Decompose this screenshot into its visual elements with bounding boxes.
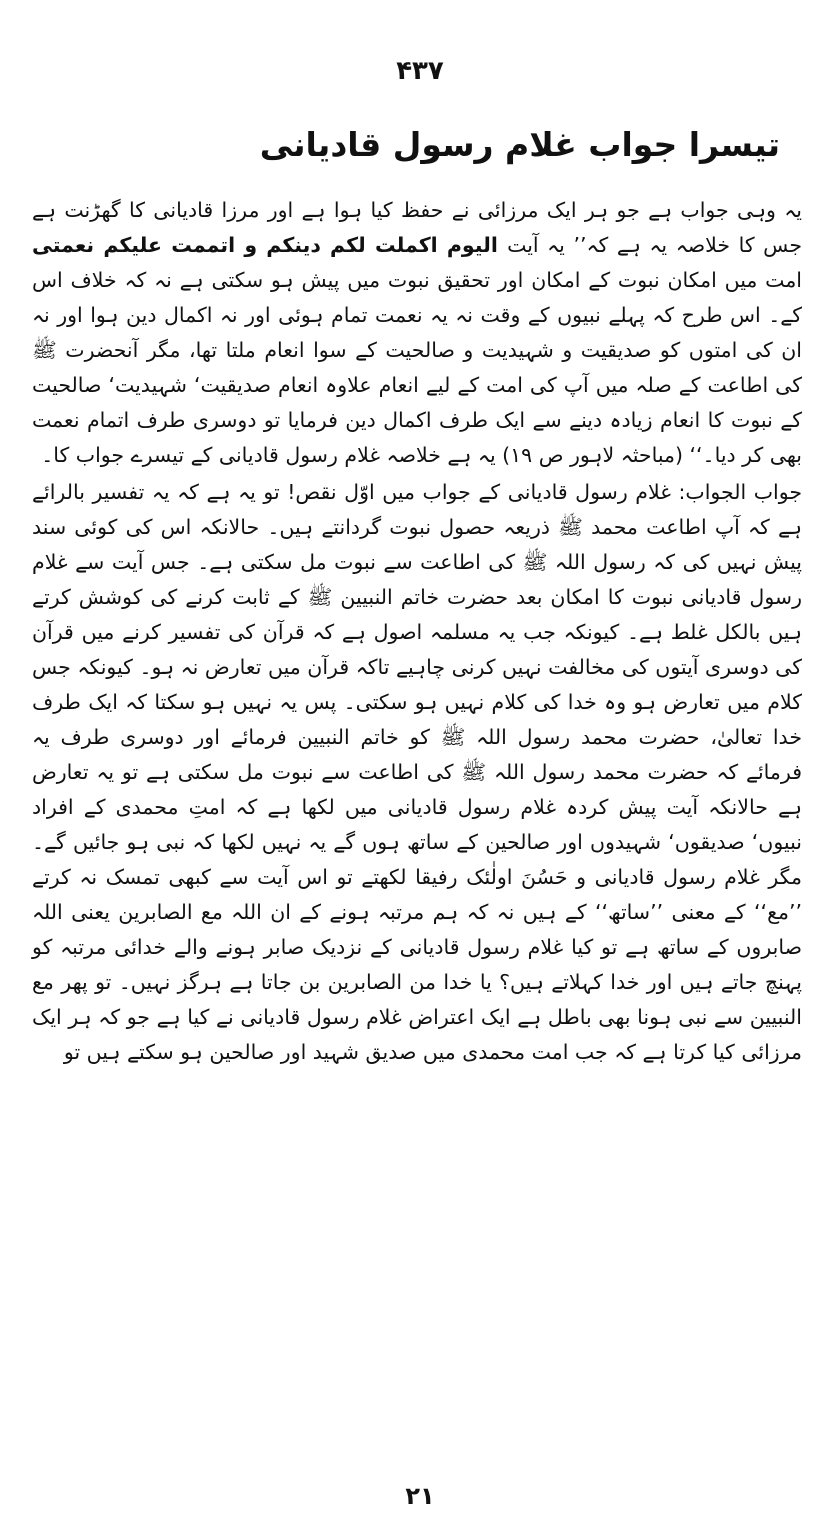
- paragraph-rebuttal: جواب الجواب: غلام رسول قادیانی کے جواب میں اوّل نقص! تو یہ ہے کہ یہ تفسیر بالرائے ہے کہ آپ اطاعت محمد ﷺ ذریعہ حصول نبوت گردانتے ہیں۔ حالانکہ اس کی کوئی سند پیش نہیں کی کہ رسول اللہ ﷺ کی اطاعت سے نبوت مل سکتی ہے۔ جس آیت سے غلام رسول قادیانی نبوت کا امکان بعد حضرت خاتم النبیین ﷺ کے ثابت کرنے کی کوشش کرتے ہیں بالکل غلط ہے۔ کیونکہ جب یہ مسلمہ اصول ہے کہ قرآن کی تفسیر کرنے میں قرآن کی دوسری آیتوں کی مخالفت نہیں کرنی چاہیے تاکہ قرآن میں تعارض نہ ہو۔ کیونکہ جس کلام میں تعارض ہو وہ خدا کی کلام نہیں ہو سکتی۔ پس یہ نہیں ہو سکتا کہ ایک طرف خدا تعالیٰ، حضرت محمد رسول اللہ ﷺ کو خاتم النبیین فرمائے اور دوسری طرف یہ فرمائے کہ حضرت محمد رسول اللہ ﷺ کی اطاعت سے نبوت مل سکتی ہے تو یہ تعارض ہے حالانکہ آیت پیش کردہ غلام رسول قادیانی میں لکھا ہے کہ امتِ محمدی کے افراد نبیوں‘ صدیقوں‘ شہیدوں اور صالحین کے ساتھ ہوں گے یہ نہیں لکھا کہ نبی ہو جائیں گے۔ مگر غلام رسول قادیانی و حَسُنَ اولٰئک رفیقا لکھتے تو اس آیت سے کبھی تمسک نہ کرتے ’’مع‘‘ کے معنی ’’ساتھ‘‘ کے ہیں نہ کہ ہم مرتبہ ہونے کے ان اللہ مع الصابرین یعنی اللہ صابروں کے ساتھ ہے تو کیا غلام رسول قادیانی کے نزدیک صابر ہونے والے خدائی مرتبہ کو پہنچ جاتے ہیں اور خدا کہلاتے ہیں؟ یا خدا من الصابرین بن جاتا ہے ہرگز نہیں۔ تو پھر مع النبیین سے نبی ہونا بھی باطل ہے ایک اعتراض غلام رسول قادیانی نے کیا ہے جو کہ ہر ایک مرزائی کیا کرتا ہے کہ جب امت محمدی میں صدیق شہید اور صالحین ہو سکتے ہیں تو: [32, 480, 802, 1064]
- section-heading: تیسرا جواب غلام رسول قادیانی: [259, 125, 780, 164]
- page-number: ۴۳۷: [396, 56, 444, 86]
- paragraph-summary-intro: یہ وہی جواب ہے جو ہر ایک مرزائی نے حفظ کیا ہوا ہے اور مرزا قادیانی کا گھڑنت ہے جس کا خلاصہ یہ ہے کہ’’ یہ آیت: [32, 198, 802, 257]
- quranic-verse-quote: الیوم اکملت لکم دینکم و اتممت علیکم نعمتی: [32, 233, 508, 257]
- body-text: [32, 193, 802, 1070]
- paragraph-summary-rest: امت میں امکان نبوت کے امکان اور تحقیق نبوت میں پیش ہو سکتی ہے نہ کہ خلاف اس کے۔ اس طرح کہ پہلے نبیوں کے وقت نہ یہ نعمت تمام ہوئی اور نہ اکمال دین ہوا اور نہ ان کی امتوں کو صدیقیت و شہیدیت و صالحیت کے سوا انعام ملتا تھا، مگر آنحضرت ﷺ کی اطاعت کے صلہ میں آپ کی امت کے لیے انعام علاوہ انعام صدیقیت‘ شہیدیت‘ صالحیت کے نبوت کا انعام زیادہ دینے سے ایک طرف اکمال دین فرمایا تو دوسری طرف اتمام نعمت بھی کر دیا۔‘‘ (مباحثہ لاہور ص ۱۹) یہ ہے خلاصہ غلام رسول قادیانی کے تیسرے جواب کا۔: [32, 268, 802, 467]
- footer-page-number: ۲۱: [405, 1482, 435, 1510]
- paragraph-summary: [32, 193, 802, 473]
